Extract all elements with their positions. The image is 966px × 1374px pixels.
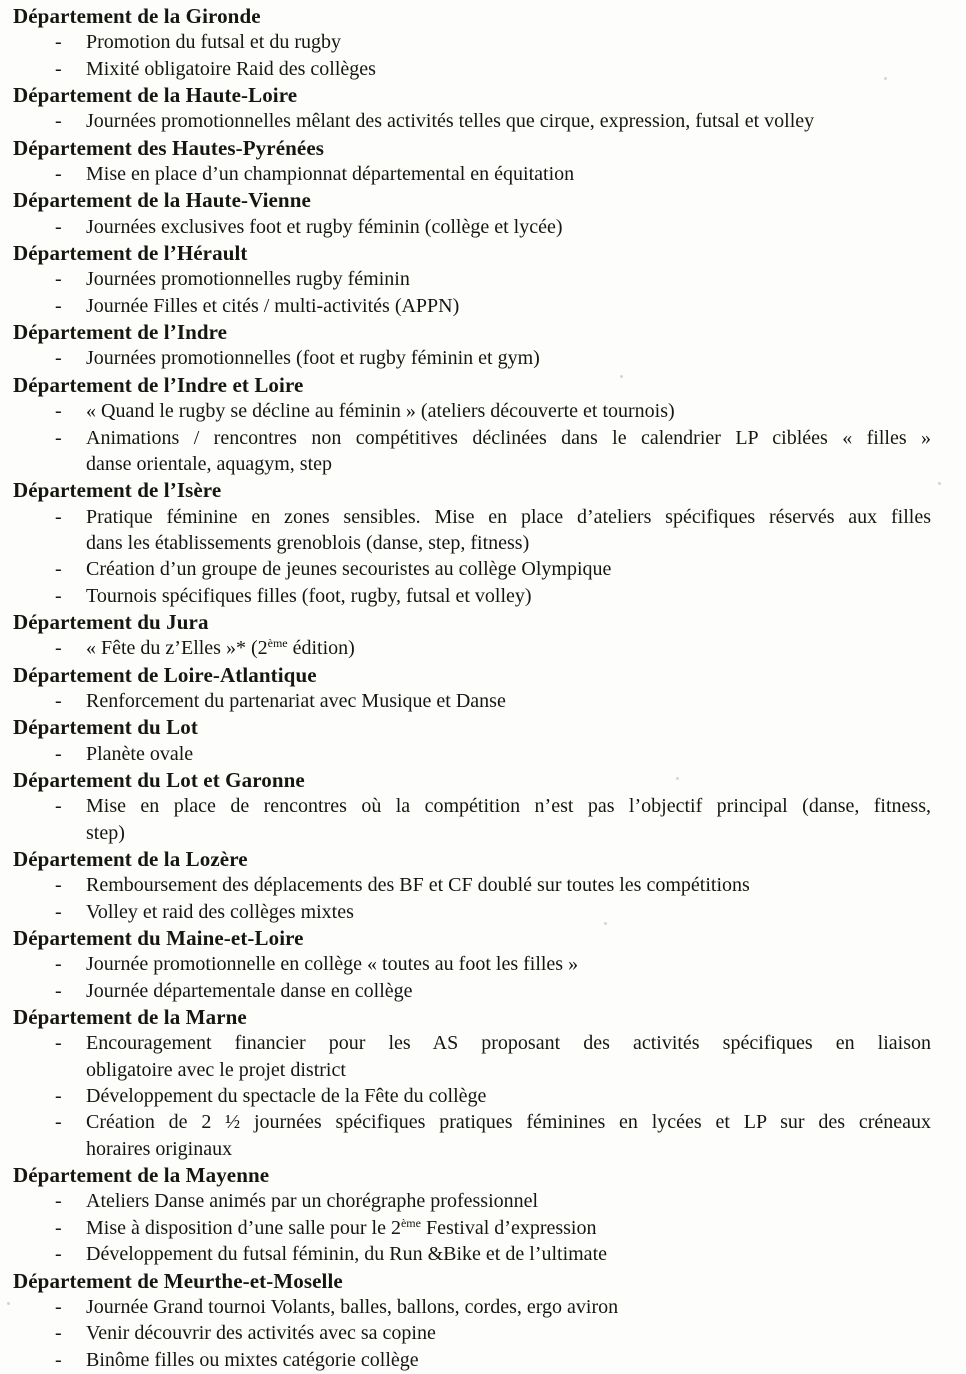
bullet-item — [13, 951, 931, 977]
bullet-item — [13, 56, 931, 82]
bullet-dash: - — [55, 268, 62, 291]
department-section — [13, 477, 931, 609]
department-section — [13, 240, 931, 319]
scan-speckle — [676, 777, 679, 780]
bullet-item — [13, 293, 931, 319]
bullet-text — [86, 1294, 931, 1320]
text-line: Tournois spécifiques filles (foot, rugby, futsal et volley) — [86, 584, 532, 607]
superscript: ème — [400, 1215, 421, 1230]
bullet-text — [86, 56, 931, 82]
bullet-text — [86, 951, 931, 977]
text-line: Journée Grand tournoi Volants, balles, ballons, cordes, ergo aviron — [86, 1295, 619, 1318]
text-line: dans les établissements grenoblois (danse, step, fitness) — [86, 531, 530, 554]
bullet-dash: - — [55, 1190, 62, 1213]
bullet-item — [13, 688, 931, 714]
text-line: Journées promotionnelles (foot et rugby féminin et gym) — [86, 347, 540, 370]
bullet-text — [86, 556, 931, 582]
bullet-text — [86, 1030, 931, 1083]
line-with-superscript: Mise à disposition d’une salle pour le 2ème Festival d’expression — [86, 1215, 597, 1239]
section-title: Département de l’Hérault — [13, 241, 248, 266]
bullet-dash: - — [55, 1243, 62, 1266]
bullet-item — [13, 1347, 931, 1373]
bullet-text — [86, 1188, 931, 1214]
text-line: Remboursement des déplacements des BF et CF doublé sur toutes les compétitions — [86, 874, 750, 897]
bullet-text — [86, 504, 931, 557]
bullet-dash: - — [55, 426, 62, 449]
bullet-text — [86, 1083, 931, 1109]
bullet-item — [13, 872, 931, 898]
bullet-item — [13, 635, 931, 661]
bullet-item — [13, 741, 931, 767]
section-title: Département de l’Indre — [13, 320, 228, 345]
section-title: Département de Loire-Atlantique — [13, 662, 317, 687]
text-line: « Quand le rugby se décline au féminin » (ateliers découverte et tournois) — [86, 400, 675, 423]
bullet-dash: - — [55, 294, 62, 317]
bullet-item — [13, 793, 931, 846]
bullet-text — [86, 1109, 931, 1162]
text-line: Mise en place de rencontres où la compétition n’est pas l’objectif principal (danse, fitness, — [86, 795, 931, 818]
text-line: Renforcement du partenariat avec Musique et Danse — [86, 689, 506, 712]
bullet-text — [86, 425, 931, 478]
department-section — [13, 135, 931, 188]
scan-speckle — [620, 375, 623, 378]
bullet-text — [86, 583, 931, 609]
bullet-item — [13, 1241, 931, 1267]
text-line: Journée Filles et cités / multi-activités (APPN) — [86, 294, 460, 317]
bullet-dash: - — [55, 874, 62, 897]
text-line: Ateliers Danse animés par un chorégraphe professionnel — [86, 1190, 539, 1213]
text-line: Pratique féminine en zones sensibles. Mise en place d’ateliers spécifiques réservés aux filles — [86, 505, 931, 528]
bullet-text — [86, 161, 931, 187]
bullet-item — [13, 556, 931, 582]
bullet-text — [86, 688, 931, 714]
bullet-dash: - — [55, 1111, 62, 1134]
bullet-text — [86, 293, 931, 319]
bullet-text — [86, 872, 931, 898]
bullet-dash: - — [55, 1348, 62, 1371]
bullet-text — [86, 345, 931, 371]
scan-speckle — [938, 482, 941, 485]
bullet-dash: - — [55, 31, 62, 54]
text-line: Volley et raid des collèges mixtes — [86, 900, 354, 923]
bullet-dash: - — [55, 1032, 62, 1055]
department-section — [13, 609, 931, 662]
bullet-text — [86, 899, 931, 925]
bullet-text — [86, 1215, 931, 1241]
bullet-item — [13, 1109, 931, 1162]
text-line: Promotion du futsal et du rugby — [86, 31, 341, 54]
department-section — [13, 372, 931, 477]
department-section — [13, 1004, 931, 1162]
text-line: Venir découvrir des activités avec sa copine — [86, 1322, 436, 1345]
bullet-dash: - — [55, 400, 62, 423]
department-section — [13, 82, 931, 135]
department-list — [13, 3, 931, 1373]
bullet-item — [13, 504, 931, 557]
bullet-dash: - — [55, 953, 62, 976]
bullet-item — [13, 1030, 931, 1083]
bullet-text — [86, 398, 931, 424]
bullet-item — [13, 1320, 931, 1346]
bullet-item — [13, 29, 931, 55]
bullet-item — [13, 266, 931, 292]
text-line: Binôme filles ou mixtes catégorie collège — [86, 1348, 419, 1371]
bullet-dash: - — [55, 505, 62, 528]
bullet-dash: - — [55, 795, 62, 818]
bullet-dash: - — [55, 900, 62, 923]
scan-speckle — [604, 922, 607, 925]
scan-speckle — [7, 1302, 10, 1305]
text-line: Création d’un groupe de jeunes secouristes au collège Olympique — [86, 558, 612, 581]
bullet-text — [86, 1241, 931, 1267]
section-title: Département du Jura — [13, 609, 209, 634]
bullet-text — [86, 978, 931, 1004]
text-line: Journées promotionnelles mêlant des activités telles que cirque, expression, futsal et volley — [86, 110, 815, 133]
department-section — [13, 662, 931, 715]
section-title: Département du Lot et Garonne — [13, 767, 305, 792]
bullet-dash: - — [55, 1295, 62, 1318]
section-title: Département de la Marne — [13, 1005, 247, 1030]
section-title: Département de la Gironde — [13, 4, 261, 28]
department-section — [13, 319, 931, 372]
line-with-superscript: « Fête du z’Elles »* (2ème édition) — [86, 636, 355, 660]
bullet-text — [86, 29, 931, 55]
bullet-dash: - — [55, 689, 62, 712]
bullet-item — [13, 108, 931, 134]
text-line: horaires originaux — [86, 1137, 233, 1160]
bullet-item — [13, 1188, 931, 1214]
text-line: Création de 2 ½ journées spécifiques pratiques féminines en lycées et LP sur des créneaux — [86, 1111, 931, 1134]
text-line: Planète ovale — [86, 742, 194, 765]
department-section — [13, 846, 931, 925]
text-line: Animations / rencontres non compétitives déclinées dans le calendrier LP ciblées « filles » — [86, 426, 931, 449]
section-title: Département de la Haute-Vienne — [13, 188, 311, 213]
bullet-item — [13, 214, 931, 240]
bullet-item — [13, 583, 931, 609]
section-title: Département de Meurthe-et-Moselle — [13, 1268, 343, 1293]
section-title: Département du Lot — [13, 715, 198, 740]
text-line: Développement du spectacle de la Fête du collège — [86, 1085, 487, 1108]
bullet-dash: - — [55, 979, 62, 1002]
text-line: obligatoire avec le projet district — [86, 1058, 346, 1081]
bullet-item — [13, 978, 931, 1004]
bullet-dash: - — [55, 57, 62, 80]
department-section — [13, 187, 931, 240]
bullet-item — [13, 1294, 931, 1320]
bullet-item — [13, 345, 931, 371]
bullet-item — [13, 425, 931, 478]
bullet-text — [86, 1320, 931, 1346]
text-line: Journée promotionnelle en collège « toutes au foot les filles » — [86, 953, 579, 976]
department-section — [13, 3, 931, 82]
bullet-text — [86, 1347, 931, 1373]
text-line: Journées promotionnelles rugby féminin — [86, 268, 410, 291]
bullet-dash: - — [55, 1322, 62, 1345]
text-line: Développement du futsal féminin, du Run &Bike et de l’ultimate — [86, 1243, 607, 1266]
bullet-text — [86, 266, 931, 292]
bullet-dash: - — [55, 347, 62, 370]
section-title: Département du Maine-et-Loire — [13, 926, 304, 951]
bullet-dash: - — [55, 110, 62, 133]
bullet-dash: - — [55, 584, 62, 607]
superscript: ème — [267, 636, 288, 651]
bullet-text — [86, 214, 931, 240]
bullet-text — [86, 793, 931, 846]
section-title: Département de la Mayenne — [13, 1163, 270, 1188]
department-section — [13, 1268, 931, 1373]
bullet-item — [13, 1083, 931, 1109]
bullet-dash: - — [55, 558, 62, 581]
department-section — [13, 767, 931, 846]
bullet-text — [86, 741, 931, 767]
bullet-item — [13, 398, 931, 424]
department-section — [13, 1162, 931, 1267]
department-section — [13, 714, 931, 767]
text-line: Encouragement financier pour les AS proposant des activités spécifiques en liaison — [86, 1032, 931, 1055]
scan-speckle — [884, 77, 887, 80]
text-line: Mixité obligatoire Raid des collèges — [86, 57, 376, 80]
department-section — [13, 925, 931, 1004]
bullet-dash: - — [55, 163, 62, 186]
bullet-dash: - — [55, 1085, 62, 1108]
text-line: Mise en place d’un championnat départemental en équitation — [86, 163, 575, 186]
section-title: Département des Hautes-Pyrénées — [13, 135, 325, 160]
bullet-item — [13, 1215, 931, 1241]
bullet-dash: - — [55, 215, 62, 238]
section-title: Département de l’Isère — [13, 478, 222, 503]
section-title: Département de la Haute-Loire — [13, 83, 298, 108]
text-line: Journées exclusives foot et rugby féminin (collège et lycée) — [86, 215, 563, 238]
text-line: Journée départementale danse en collège — [86, 979, 413, 1002]
bullet-item — [13, 161, 931, 187]
text-line: step) — [86, 821, 125, 844]
bullet-text — [86, 108, 931, 134]
section-title: Département de l’Indre et Loire — [13, 372, 304, 397]
bullet-item — [13, 899, 931, 925]
section-title: Département de la Lozère — [13, 847, 248, 871]
bullet-dash: - — [55, 637, 62, 660]
text-line: danse orientale, aquagym, step — [86, 452, 333, 475]
bullet-text — [86, 635, 931, 661]
bullet-dash: - — [55, 1216, 62, 1239]
bullet-dash: - — [55, 742, 62, 765]
